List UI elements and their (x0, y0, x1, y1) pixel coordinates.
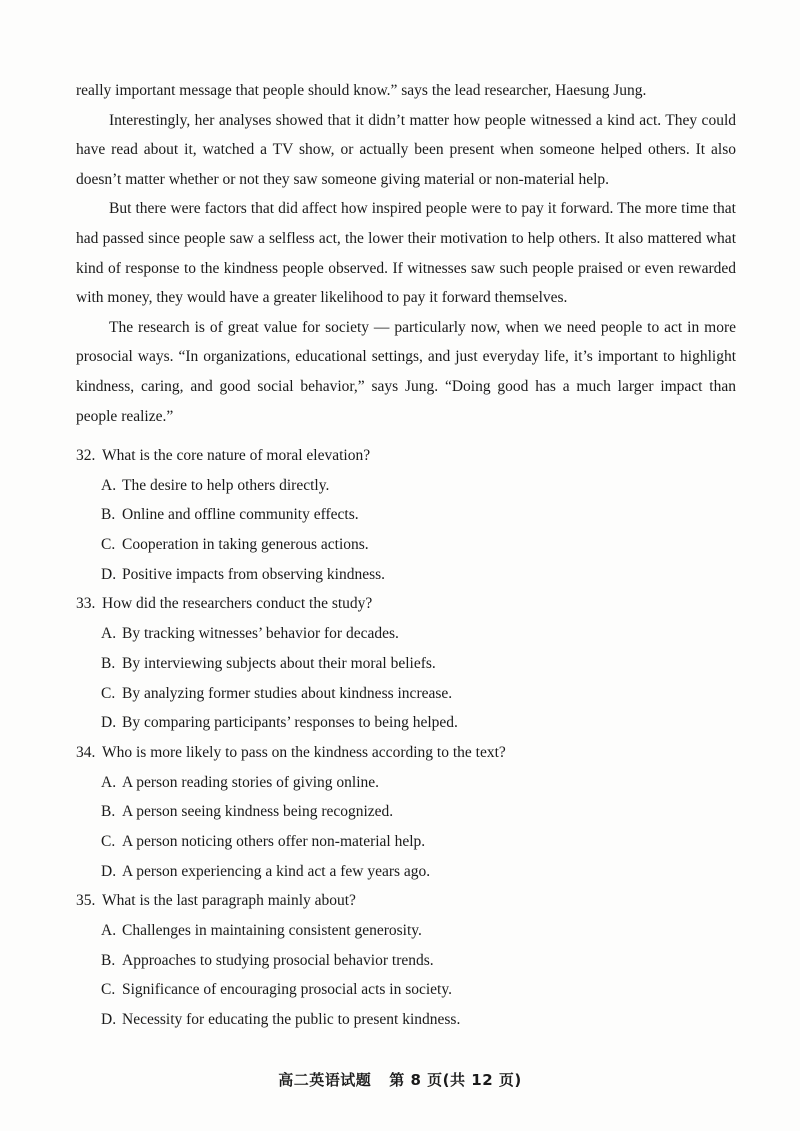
answer-option-b[interactable] (76, 500, 736, 530)
answer-option-c[interactable] (76, 679, 736, 709)
page-number: 第 8 页(共 12 页) (389, 1071, 522, 1089)
option-text: A person seeing kindness being recognized. (122, 803, 394, 821)
answer-option-d[interactable] (76, 1005, 736, 1035)
question-number: 34. (76, 743, 96, 761)
passage-paragraph-continued: really important message that people should know.” says the lead researcher, Haesung Jung. (76, 82, 647, 99)
question-number: 35. (76, 892, 96, 910)
page-footer (0, 1068, 800, 1092)
option-text: Significance of encouraging prosocial acts in society. (122, 981, 452, 999)
exam-title: 高二英语试题 (278, 1071, 372, 1089)
option-letter: C. (101, 536, 116, 554)
option-letter: C. (101, 981, 116, 999)
option-text: Positive impacts from observing kindness. (122, 565, 386, 583)
option-letter: B. (101, 951, 116, 969)
option-text: A person noticing others offer non-material help. (122, 832, 426, 850)
reading-passage (76, 76, 736, 431)
question-list (76, 441, 736, 1035)
option-letter: B. (101, 654, 116, 672)
option-letter: D. (101, 565, 117, 583)
answer-option-b[interactable] (76, 649, 736, 679)
question-33 (76, 589, 736, 737)
option-text: The desire to help others directly. (122, 476, 330, 494)
answer-option-d[interactable] (76, 857, 736, 887)
option-letter: C. (101, 684, 116, 702)
option-letter: B. (101, 803, 116, 821)
option-letter: A. (101, 773, 117, 791)
question-stem (76, 589, 736, 619)
answer-option-d[interactable] (76, 560, 736, 590)
answer-option-a[interactable] (76, 916, 736, 946)
question-text: Who is more likely to pass on the kindness according to the text? (102, 743, 506, 761)
option-text: By tracking witnesses’ behavior for decades. (122, 625, 399, 643)
option-text: Necessity for educating the public to present kindness. (122, 1011, 461, 1029)
answer-option-a[interactable] (76, 619, 736, 649)
option-text: By comparing participants’ responses to being helped. (122, 714, 458, 732)
option-letter: D. (101, 862, 117, 880)
option-text: A person reading stories of giving online. (122, 773, 379, 791)
option-letter: D. (101, 714, 117, 732)
question-text: What is the core nature of moral elevation? (102, 447, 371, 464)
question-number: 33. (76, 595, 96, 613)
option-letter: B. (101, 506, 116, 524)
answer-option-d[interactable] (76, 708, 736, 738)
option-text: Cooperation in taking generous actions. (122, 536, 369, 554)
option-text: A person experiencing a kind act a few years ago. (122, 862, 431, 880)
option-letter: D. (101, 1011, 117, 1029)
option-letter: C. (101, 832, 116, 850)
answer-option-c[interactable] (76, 827, 736, 857)
option-text: Online and offline community effects. (122, 506, 359, 524)
option-text: Approaches to studying prosocial behavior trends. (122, 951, 434, 969)
answer-option-c[interactable] (76, 975, 736, 1005)
question-35 (76, 886, 736, 1034)
question-number: 32. (76, 447, 96, 464)
question-stem (76, 441, 736, 471)
question-stem (76, 738, 736, 768)
passage-paragraph: The research is of great value for society — particularly now, when we need people to act in more prosocial ways. “In organizations, educational settings, and just everyday life, it’s important to highlight kindness, caring, and good social behavior,” says Jung. “Doing good has a much larger impact than people realize.” (76, 318, 736, 425)
passage-paragraph: Interestingly, her analyses showed that it didn’t matter how people witnessed a kind act. They could have read about it, watched a TV show, or actually been present when someone helped others. It also doesn’t matter whether or not they saw someone giving material or non-material help. (76, 111, 736, 188)
option-letter: A. (101, 476, 117, 494)
option-letter: A. (101, 922, 117, 939)
question-32 (76, 441, 736, 589)
question-text: How did the researchers conduct the study? (102, 595, 373, 613)
answer-option-c[interactable] (76, 530, 736, 560)
option-text: Challenges in maintaining consistent generosity. (122, 922, 422, 939)
question-text: What is the last paragraph mainly about? (102, 892, 356, 910)
option-text: By analyzing former studies about kindness increase. (122, 684, 453, 702)
question-stem (76, 886, 736, 916)
answer-option-a[interactable] (76, 471, 736, 501)
passage-paragraph: But there were factors that did affect how inspired people were to pay it forward. The more time that had passed since people saw a selfless act, the lower their motivation to help others. It also mattered what kind of response to the kindness people observed. If witnesses saw such people praised or even rewarded with money, they would have a greater likelihood to pay it forward themselves. (76, 200, 736, 307)
option-letter: A. (101, 625, 117, 643)
answer-option-b[interactable] (76, 797, 736, 827)
answer-option-a[interactable] (76, 768, 736, 798)
option-text: By interviewing subjects about their moral beliefs. (122, 654, 436, 672)
answer-option-b[interactable] (76, 946, 736, 976)
question-34 (76, 738, 736, 886)
